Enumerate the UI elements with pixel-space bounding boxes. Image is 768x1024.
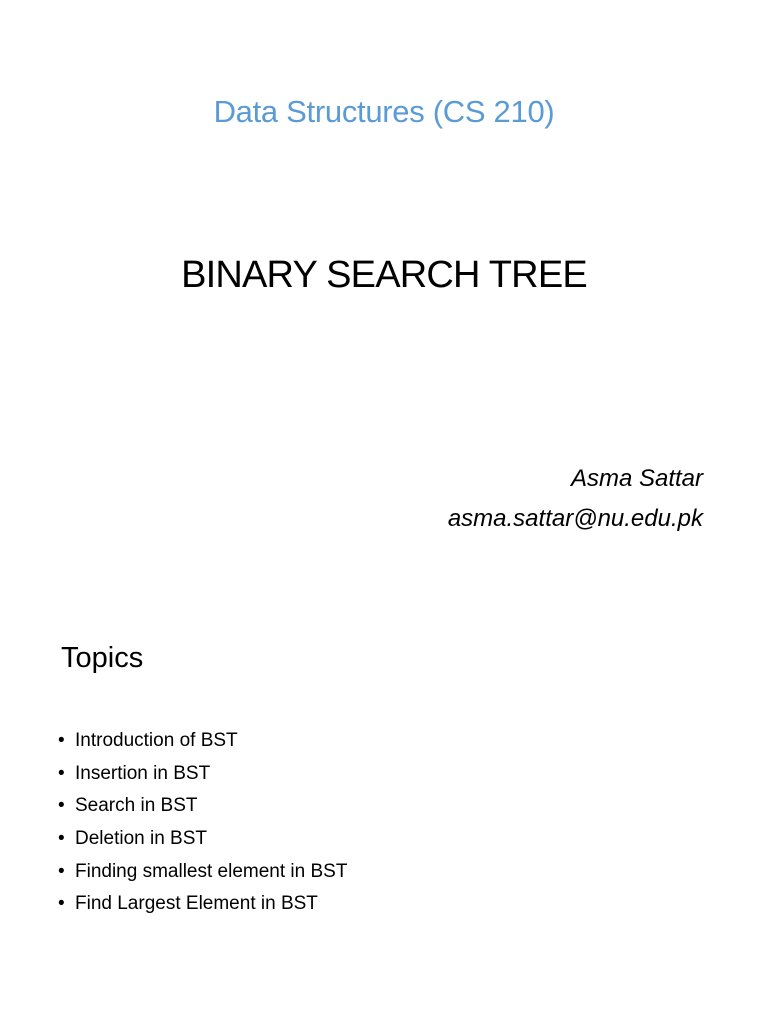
bullet-icon: • [58,828,65,850]
topics-list [58,730,347,926]
bullet-icon: • [58,730,65,751]
author-name: Asma Sattar [570,465,703,492]
topic-item [58,893,347,926]
topic-item [58,828,347,861]
bullet-icon: • [58,893,65,915]
course-title: Data Structures (CS 210) [213,94,555,129]
topic-label: Introduction of BST [75,730,238,751]
topic-item [58,763,347,796]
topic-item [58,795,347,828]
topic-label: Find Largest Element in BST [75,893,318,915]
lecture-title: BINARY SEARCH TREE [181,254,587,296]
bullet-icon: • [58,762,65,784]
topic-label: Insertion in BST [75,762,211,784]
topic-label: Deletion in BST [75,828,208,850]
topics-slide [0,576,768,1024]
author-email: asma.sattar@nu.edu.pk [447,505,703,532]
bullet-icon: • [58,795,65,817]
topic-label: Search in BST [75,795,198,817]
topics-heading: Topics [61,642,144,674]
topic-item [58,730,347,763]
topic-label: Finding smallest element in BST [75,860,348,882]
topic-item [58,861,347,894]
bullet-icon: • [58,860,65,882]
